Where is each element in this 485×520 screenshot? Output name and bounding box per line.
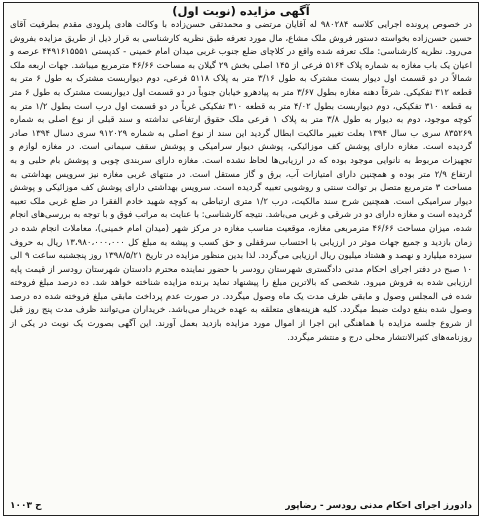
notice-title: آگهی مزایده (نوبت اول) bbox=[172, 4, 310, 18]
notice-body: در خصوص پرونده اجرایی کلاسه ۹۸۰۲۸۴ له آقایان مرتضی و محمدتقی حسن‌زاده با وکالت هادی پلرودی مقدم بطرفیت آقای حسین حسن‌زاده بخواسته دستور فروش ملک مشاع، مال مورد تعرفه طبق نظریه کارشناسی به قرار ذیل از طریق مزایده بفروش می‌رود. نظریه کارشناسی: ملک تعرفه شده واقع در کلاچای ضلع جنوب غربی میدان امام خمینی - کدپستی ۴۴۹۱۶۱۵۵۵۱ عرصه و اعیان یک باب مغازه به شماره پلاک ۵۱۶۴ فرعی از ۱۴۵ اصلی بخش ۲۹ گیلان به مساحت ۴۶/۶۶ مترمربع میباشد. جهات اربعه ملک شمالاً در دو قسمت اول دیوار بست مشترک به طول ۳/۱۶ متر به پلاک ۵۱۱۸ فرعی، دوم دیواربست مشترک به طول ۶ متر به قطعه ۳۱۲ تفکیکی. شرقاً دهنه مغازه بطول ۳/۶۷ متر به پیادهرو خیابان جنوباً در دو قسمت اول دیواربست مشترک به طول ۶ متر به قطعه ۳۱۰ تفکیکی، دوم دیواربست بطول ۴/۰۲ متر به قطعه ۳۱۰ تفکیکی غرباً در دو قسمت اول درب است بطول ۱/۲ متر به کوچه موجود، دوم به دیوار به طول ۳/۸ متر به پلاک ۱ فرعی ملک حقوق ارتفاعی نداشته و سند قبلی از نوع اصلی به شماره ۸۳۵۲۶۹ سری ب سال ۱۳۹۴ بعلت تغییر مالکیت ابطال گردید این سند از نوع اصلی به شماره ۹۱۲۰۲۹ سری دسال ۱۳۹۴ صادر گردیده است. مغازه دارای پوشش کف موزائیکی، پوشش دیوار سرامیکی و پوشش سقف سیمانی است. در مغازه لوازم و تجهیزات مربوط به نانوایی موجود بوده که در ارزیابی‌ها لحاظ نشده است. مغازه دارای سربندی چوبی و پوشش بام حلبی و به ارتفاع ۲/۹ متر بوده و همچنین دارای امتیازات آب، برق و گاز مستقل است. در منتهای غربی مغازه نیز سرویس بهداشتی به مساحت ۳ مترمربع متصل بر توالت سنتی و روشویی تعبیه گردیده است. سرویس بهداشتی دارای پوشش کف موزائیکی و پوشش دیوار سرامیکی است. همچنین شرح سند مالکیت، درب ۱/۲ متری ارتباطی به کوچه شهید خادم الفقرا در ضلع غربی ملک تعبیه گردیده است و مغازه دارای دو در شرقی و غربی می‌باشد. نتیجه کارشناسی: با عنایت به مراتب فوق و با توجه به بررسی‌های انجام شده، میزان مساحت ۴۶/۶۶ مترمربعی مغازه، موقعیت مناسب مغازه در مرکز شهر (میدان امام خمینی)، معاملات انجام شده در زمان بازدید و جمیع جهات موثر در ارزیابی با احتساب سرقفلی و حق کسب و پیشه به مبلغ کل ۱۳،۹۸۰،۰۰۰،۰۰۰ ریال به حروف سیزده میلیارد و نهصد و هشتاد میلیون ریال ارزیابی می‌گردد. لذا بدین منظور مزایده در تاریخ ۱۳۹۸/۵/۲۱ روز پنجشنبه ساعت ۹ الی ۱۰ صبح در دفتر اجرای احکام مدنی دادگستری شهرستان رودسر با حضور نماینده محترم دادستان شهرستان رودسر از قیمت پایه ارزیابی شده به فروش میرود. شخصی که بالاترین مبلغ را پیشنهاد نماید برنده مزایده شناخته خواهد شد. ده درصد مبلغ فروخته شده فی المجلس وصول و مابقی ظرف مدت یک ماه وصول میگردد. در صورت عدم پرداخت مابقی مبلغ فروخته شده ده درصد وصول شده بنفع دولت ضبط میگردد. کلیه هزینه‌های متعلقه به عهده خریدار می‌باشد. خریداران می‌توانند ظرف مدت پنج روز قبل از شروع جلسه مزایده با هماهنگی این اجرا از اموال مورد مزایده بازدید بعمل آورند. این آگهی بصورت یک نوبت در یکی از روزنامه‌های کثیرالانتشار محلی درج و منتشر میگردد. bbox=[10, 20, 473, 343]
footer-office: دادورز اجرای احکام مدنی رودسر - رضاپور bbox=[285, 501, 472, 511]
notice-footer bbox=[10, 500, 472, 512]
auction-notice bbox=[3, 2, 479, 516]
footer-code: ح ۱۰۰۳ bbox=[10, 501, 42, 511]
